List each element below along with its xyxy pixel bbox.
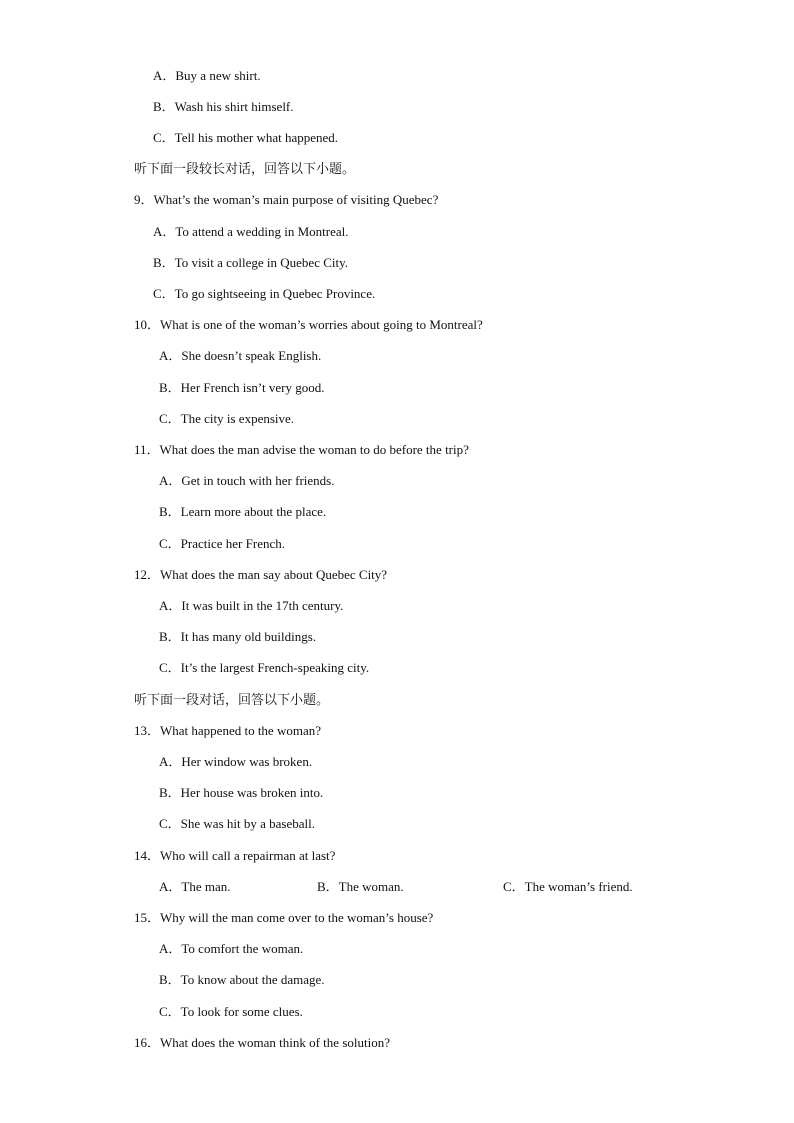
q13-stem: 13．What happened to the woman? (134, 723, 321, 738)
q11-option-b: B．Learn more about the place. (159, 504, 327, 519)
q12-stem: 12．What does the man say about Quebec City? (134, 567, 388, 582)
q8-option-a: A．Buy a new shirt. (153, 68, 261, 83)
q10-option-c: C．The city is expensive. (159, 411, 295, 426)
q15-option-b: B．To know about the damage. (159, 972, 325, 987)
q14-option-a: A．The man. (159, 879, 231, 894)
q14-option-c: C．The woman’s friend. (503, 879, 633, 894)
q11-stem: 11．What does the man advise the woman to do before the trip? (134, 442, 469, 457)
q9-stem: 9．What’s the woman’s main purpose of visiting Quebec? (134, 192, 439, 207)
q9-option-a: A．To attend a wedding in Montreal. (153, 224, 349, 239)
q10-stem: 10．What is one of the woman’s worries about going to Montreal? (134, 317, 483, 332)
q15-stem: 15．Why will the man come over to the woman’s house? (134, 910, 434, 925)
q10-option-b: B．Her French isn’t very good. (159, 380, 325, 395)
q12-option-b: B．It has many old buildings. (159, 629, 317, 644)
q13-option-c: C．She was hit by a baseball. (159, 816, 315, 831)
q14-stem: 14．Who will call a repairman at last? (134, 848, 336, 863)
q9-option-c: C．To go sightseeing in Quebec Province. (153, 286, 376, 301)
section-instruction-long: 听下面一段较长对话，回答以下小题。 (134, 161, 356, 176)
q15-option-a: A．To comfort the woman. (159, 941, 304, 956)
q16-stem: 16．What does the woman think of the solution? (134, 1035, 390, 1050)
q12-option-a: A．It was built in the 17th century. (159, 598, 344, 613)
q11-option-c: C．Practice her French. (159, 536, 285, 551)
q11-option-a: A．Get in touch with her friends. (159, 473, 335, 488)
q13-option-a: A．Her window was broken. (159, 754, 313, 769)
q14-option-b: B．The woman. (317, 879, 404, 894)
q12-option-c: C．It’s the largest French-speaking city. (159, 660, 370, 675)
q13-option-b: B．Her house was broken into. (159, 785, 324, 800)
q10-option-a: A．She doesn’t speak English. (159, 348, 322, 363)
q9-option-b: B．To visit a college in Quebec City. (153, 255, 349, 270)
section-instruction-dialog: 听下面一段对话，回答以下小题。 (134, 692, 330, 707)
q8-option-c: C．Tell his mother what happened. (153, 130, 339, 145)
q15-option-c: C．To look for some clues. (159, 1004, 303, 1019)
q8-option-b: B．Wash his shirt himself. (153, 99, 294, 114)
